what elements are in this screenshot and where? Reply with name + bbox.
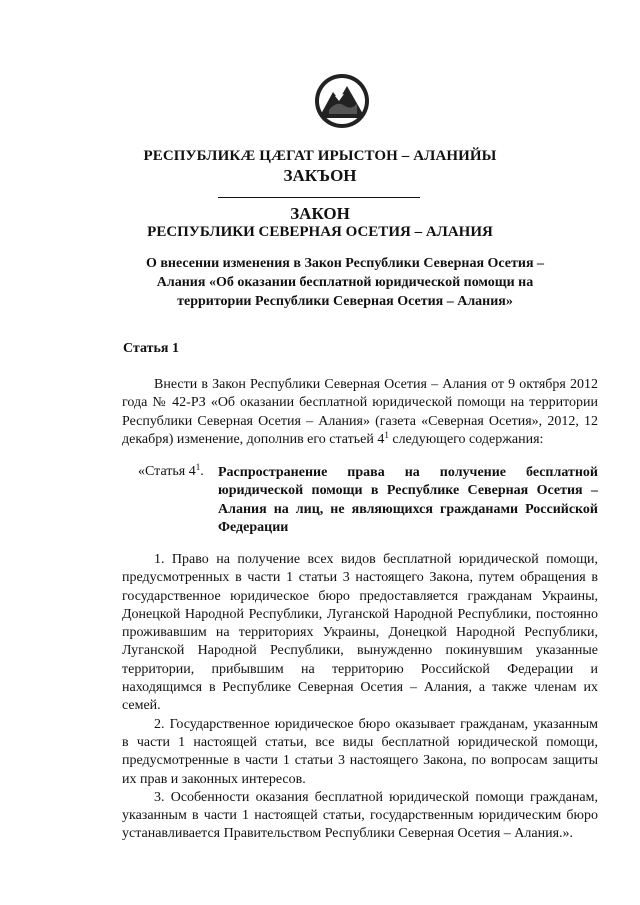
article-heading: Статья 1: [123, 341, 179, 356]
intro-superscript: 1: [384, 429, 389, 440]
intro-text-end: следующего содержания:: [388, 431, 544, 447]
law-ossetic-heading: ЗАКЪОН: [283, 166, 357, 185]
article-intro: [122, 376, 598, 449]
quoted-article-label: «Статья $4^1$.: [138, 462, 204, 479]
paragraph: 1. Право на получение всех видов бесплатной юридической помощи, предусмотренных в части 1 статьи 3 настоящего Закона, путем обращения в государственное юридическое бюро предоставляется гражданам Украины, Донецкой Народной Республики, Луганской Народной Республики, постоянно проживавшим на территориях Украины, Донецкой Народной Республики, Луганской Народной Республики, вынужденно покинувшим указанные территории, прибывшим на территорию Российской Федерации и находящимся в Республике Северная Осетия – Алания, а также членам их семей.: [122, 552, 598, 714]
coat-of-arms-icon: [311, 70, 373, 132]
article-body: [122, 551, 598, 844]
republic-ossetic-heading: РЕСПУБЛИКӔ ЦӔГАТ ИРЫСТОН – АЛАНИЙЫ: [143, 148, 497, 164]
law-title: О внесении изменения в Закон Республики Северная Осетия – Алания «Об оказании бесплатной юридической помощи на территории Республики Северная Осетия – Алания»: [145, 256, 545, 309]
intro-text: Внести в Закон Республики Северная Осетия – Алания от 9 октября 2012 года № 42-РЗ «Об оказании бесплатной юридической помощи на территории Республики Северная Осетия – Алания» (газета «Северная Осетия», 2012, 12 декабря) изменение, дополнив его статьей 4: [122, 377, 598, 447]
law-heading: ЗАКОН: [290, 204, 350, 223]
paragraph: 3. Особенности оказания бесплатной юридической помощи гражданам, указанным в части 1 настоящей статьи, государственным юридическим бюро устанавливается Правительством Республики Северная Осетия – Алания.».: [122, 789, 598, 842]
quoted-article-title: Распространение права на получение бесплатной юридической помощи в Республике Северная Осетия – Алания на лиц, не являющихся гражданами Российской Федерации: [218, 465, 598, 535]
divider: [218, 197, 420, 198]
republic-heading: РЕСПУБЛИКИ СЕВЕРНАЯ ОСЕТИЯ – АЛАНИЯ: [147, 224, 493, 240]
paragraph: 2. Государственное юридическое бюро оказывает гражданам, указанным в части 1 настоящей статьи, все виды бесплатной юридической помощи, предусмотренные в части 1 статьи 3 настоящего Закона, по вопросам защиты их прав и законных интересов.: [122, 716, 598, 787]
